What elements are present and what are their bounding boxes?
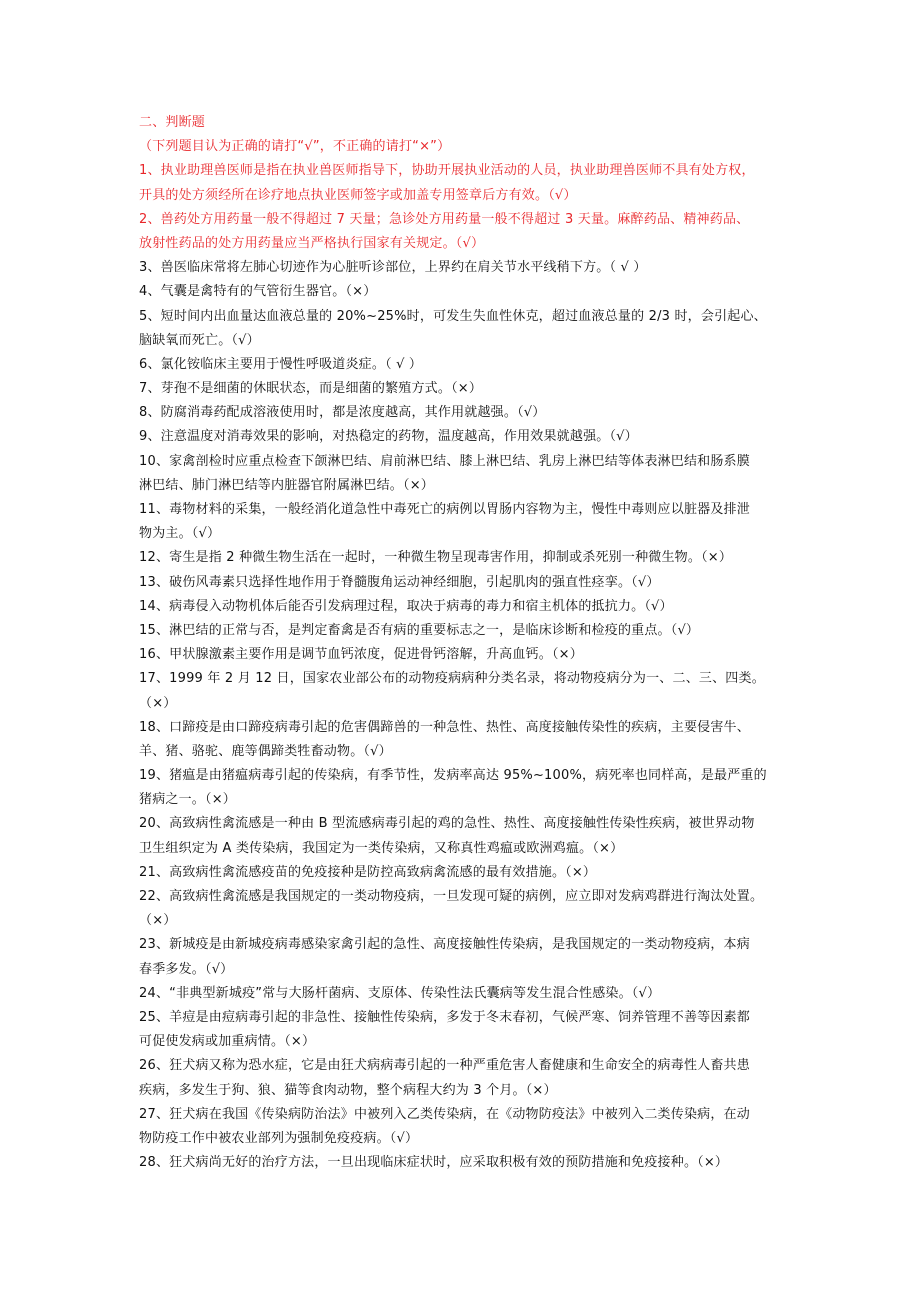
document-page: [139, 111, 807, 1175]
question-line: （×）: [139, 913, 177, 929]
question-line: 10、家禽剖检时应重点检查下颌淋巴结、肩前淋巴结、膝上淋巴结、乳房上淋巴结等体表淋巴结和肠系膜: [139, 453, 750, 469]
question-line: 24、“非典型新城疫”常与大肠杆菌病、支原体、传染性法氏囊病等发生混合性感染。（√）: [139, 985, 661, 1001]
question-line: 开具的处方须经所在诊疗地点执业医师签字或加盖专用签章后方有效。（√）: [139, 187, 577, 203]
question-line: 疾病，多发生于狗、狼、猫等食肉动物，整个病程大约为 3 个月。（×）: [139, 1082, 557, 1098]
question-line: 12、寄生是指 2 种微生物生活在一起时，一种微生物呈现毒害作用，抑制或杀死别一种微生物。（×）: [139, 550, 733, 566]
question-line: 卫生组织定为 A 类传染病，我国定为一类传染病，又称真性鸡瘟或欧洲鸡瘟。（×）: [139, 840, 624, 856]
question-line: 22、高致病性禽流感是我国规定的一类动物疫病，一旦发现可疑的病例，应立即对发病鸡群进行淘汰处置。: [139, 889, 764, 904]
question-line: 11、毒物材料的采集，一般经消化道急性中毒死亡的病例以胃肠内容物为主，慢性中毒则应以脏器及排泄: [139, 502, 750, 517]
question-line: 14、病毒侵入动物机体后能否引发病理过程，取决于病毒的毒力和宿主机体的抵抗力。（√）: [139, 598, 673, 614]
question-line: 6、氯化铵临床主要用于慢性呼吸道炎症。（ √ ）: [139, 356, 423, 372]
question-list: [139, 159, 807, 1175]
question-line: 27、狂犬病在我国《传染病防治法》中被列入乙类传染病，在《动物防疫法》中被列入二类传染病，在动: [139, 1106, 750, 1122]
question-line: （×）: [139, 695, 177, 711]
question-line: 物防疫工作中被农业部列为强制免疫疫病。（√）: [139, 1130, 419, 1146]
section-title: 二、判断题: [139, 115, 206, 130]
question-line: 7、芽孢不是细菌的休眠状态，而是细菌的繁殖方式。（×）: [139, 381, 483, 397]
question-line: 1、执业助理兽医师是指在执业兽医师指导下，协助开展执业活动的人员，执业助理兽医师不具有处方权，: [139, 163, 755, 179]
question-line: 物为主。（√）: [139, 526, 221, 542]
question-line: 20、高致病性禽流感是一种由 B 型流感病毒引起的鸡的急性、热性、高度接触性传染性疾病，被世界动物: [139, 816, 755, 832]
question-line: 3、兽医临床常将左肺心切迹作为心脏听诊部位，上界约在肩关节水平线稍下方。（ √ ）: [139, 260, 647, 276]
question-line: 15、淋巴结的正常与否，是判定畜禽是否有病的重要标志之一，是临床诊断和检疫的重点。（√）: [139, 622, 700, 638]
question-line: 9、注意温度对消毒效果的影响，对热稳定的药物，温度越高，作用效果就越强。（√）: [139, 429, 638, 445]
question-line: 28、狂犬病尚无好的治疗方法，一旦出现临床症状时，应采取积极有效的预防措施和免疫接种。（×）: [139, 1155, 729, 1171]
question-line: 16、甲状腺激素主要作用是调节血钙浓度，促进骨钙溶解，升高血钙。（×）: [139, 647, 583, 663]
question-line: 17、1999 年 2 月 12 日，国家农业部公布的动物疫病病种分类名录，将动物疫病分为一、二、三、四类。: [139, 671, 765, 687]
question-line: 2、兽药处方用药量一般不得超过 7 天量；急诊处方用药量一般不得超过 3 天量。麻醉药品、精神药品、: [139, 211, 750, 227]
question-line: 8、防腐消毒药配成溶液使用时，都是浓度越高，其作用就越强。（√）: [139, 405, 546, 421]
question-line: 4、气囊是禽特有的气管衍生器官。（×）: [139, 284, 377, 300]
question-line: 春季多发。（√）: [139, 961, 234, 977]
question-line: 淋巴结、肺门淋巴结等内脏器官附属淋巴结。（×）: [139, 477, 434, 493]
question-line: 18、口蹄疫是由口蹄疫病毒引起的危害偶蹄兽的一种急性、热性、高度接触传染性的疾病，主要侵害牛、: [139, 719, 750, 735]
question-line: 脑缺氧而死亡。（√）: [139, 332, 260, 348]
question-line: 猪病之一。（×）: [139, 792, 236, 808]
question-line: 放射性药品的处方用药量应当严格执行国家有关规定。（√）: [139, 235, 485, 251]
question-line: 可促使发病或加重病情。（×）: [139, 1034, 316, 1050]
question-line: 21、高致病性禽流感疫苗的免疫接种是防控高致病禽流感的最有效措施。（×）: [139, 864, 597, 880]
question-line: 5、短时间内出血量达血液总量的 20%~25%时，可发生失血性休克，超过血液总量的 2/3 时，会引起心、: [139, 308, 767, 324]
question-line: 26、狂犬病又称为恐水症，它是由狂犬病病毒引起的一种严重危害人畜健康和生命安全的病毒性人畜共患: [139, 1058, 750, 1074]
question-line: 19、猪瘟是由猪瘟病毒引起的传染病，有季节性，发病率高达 95%~100%，病死率也同样高，是最严重的: [139, 768, 767, 784]
question-line: 13、破伤风毒素只选择性地作用于脊髓腹角运动神经细胞，引起肌肉的强直性痉挛。（√）: [139, 574, 660, 590]
question-line: 羊、猪、骆驼、鹿等偶蹄类牲畜动物。（√）: [139, 743, 392, 759]
instruction-text: （下列题目认为正确的请打“√”，不正确的请打“×”）: [139, 139, 451, 155]
question-line: 23、新城疫是由新城疫病毒感染家禽引起的急性、高度接触性传染病，是我国规定的一类动物疫病，本病: [139, 937, 750, 953]
question-line: 25、羊痘是由痘病毒引起的非急性、接触性传染病，多发于冬末春初，气候严寒、饲养管理不善等因素都: [139, 1009, 750, 1025]
